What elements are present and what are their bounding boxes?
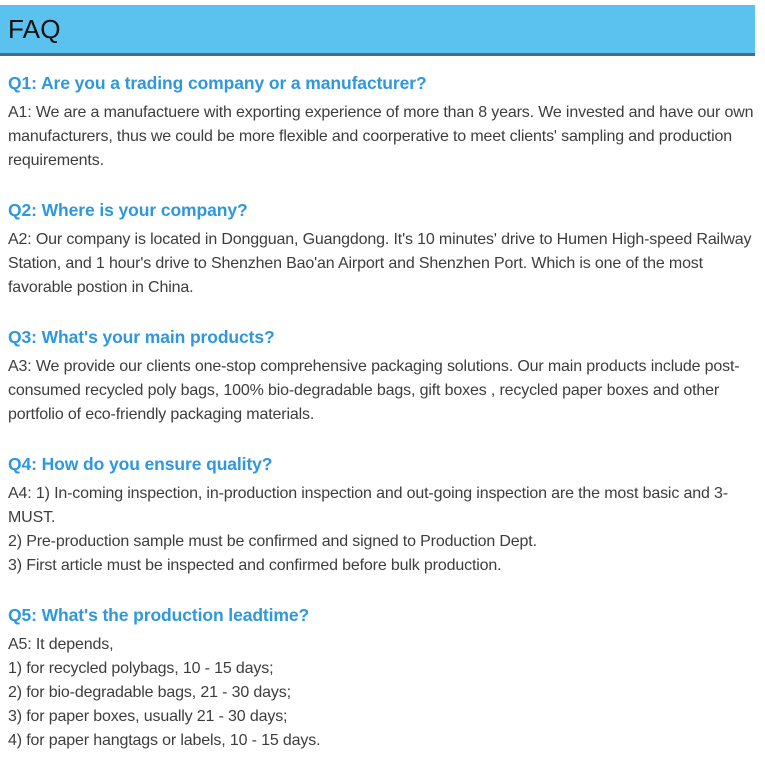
faq-answer-line: 2) for bio-degradable bags, 21 - 30 days; — [8, 684, 291, 701]
faq-answer-line: A1: We are a manufactuere with exporting experience of more than 8 years. We invested and have our own manufacturers, thus we could be more flexible and coorperative to meet clients' sampling and production requirements. — [8, 104, 754, 169]
faq-content — [0, 56, 765, 765]
faq-answer — [8, 101, 756, 173]
faq-question: Q3: What's your main products? — [8, 327, 275, 347]
faq-answer-line: 1) for recycled polybags, 10 - 15 days; — [8, 660, 274, 677]
faq-item — [8, 73, 756, 173]
faq-answer — [8, 633, 756, 753]
faq-section-title: FAQ — [8, 13, 61, 44]
faq-answer-line: A5: It depends, — [8, 636, 114, 653]
faq-question: Q4: How do you ensure quality? — [8, 454, 273, 474]
faq-item — [8, 327, 756, 427]
faq-answer-line: A3: We provide our clients one-stop comprehensive packaging solutions. Our main products include post-consumed recycled poly bags, 100% bio-degradable bags, gift boxes , recycled paper boxes and other portfolio of eco-friendly packaging materials. — [8, 358, 740, 423]
faq-answer — [8, 482, 756, 578]
faq-answer-line: A2: Our company is located in Dongguan, Guangdong. It's 10 minutes' drive to Humen High-speed Railway Station, and 1 hour's drive to Shenzhen Bao'an Airport and Shenzhen Port. Which is one of the most favorable postion in China. — [8, 231, 752, 296]
faq-answer — [8, 228, 756, 300]
faq-page — [0, 5, 765, 765]
faq-answer-line: 2) Pre-production sample must be confirmed and signed to Production Dept. — [8, 533, 537, 550]
faq-question: Q5: What's the production leadtime? — [8, 605, 310, 625]
faq-item — [8, 605, 756, 753]
faq-answer-line: A4: 1) In-coming inspection, in-production inspection and out-going inspection are the most basic and 3-MUST. — [8, 485, 728, 526]
faq-answer — [8, 355, 756, 427]
faq-question: Q1: Are you a trading company or a manufacturer? — [8, 73, 427, 93]
faq-question: Q2: Where is your company? — [8, 200, 248, 220]
faq-item — [8, 454, 756, 578]
faq-answer-line: 4) for paper hangtags or labels, 10 - 15 days. — [8, 732, 321, 749]
faq-section-header — [0, 5, 755, 56]
faq-answer-line: 3) First article must be inspected and confirmed before bulk production. — [8, 557, 502, 574]
faq-item — [8, 200, 756, 300]
faq-answer-line: 3) for paper boxes, usually 21 - 30 days; — [8, 708, 288, 725]
